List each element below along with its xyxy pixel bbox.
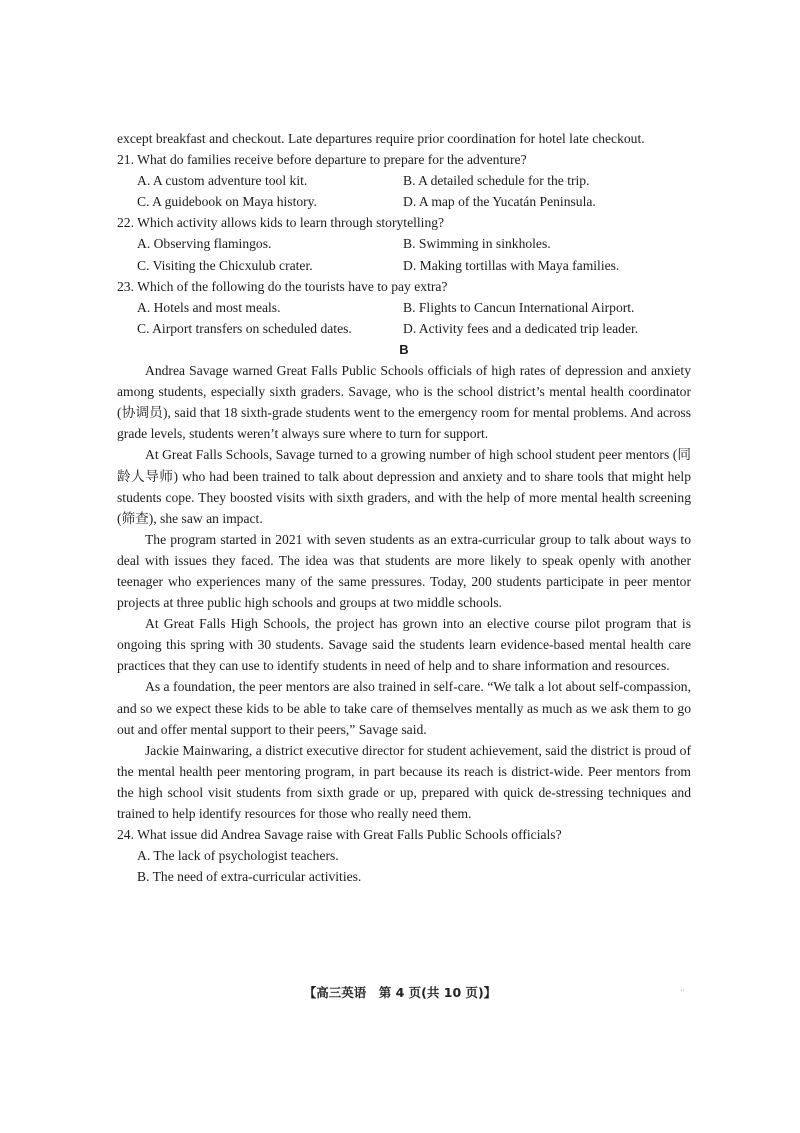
option-d: D. Making tortillas with Maya families. bbox=[403, 257, 620, 273]
question-stem: 22. Which activity allows kids to learn through storytelling? bbox=[117, 215, 445, 231]
passage-paragraph: The program started in 2021 with seven students as an extra-curricular group to talk about ways to deal with issues they faced. The idea was that students are more likely to speak openly with another teenager who experiences many of the same pressures. Today, 200 students participate in peer mentor projects at three public high schools and groups at two middle schools. bbox=[117, 531, 691, 611]
option-d: D. A map of the Yucatán Peninsula. bbox=[403, 194, 596, 210]
passage-paragraph: At Great Falls High Schools, the project has grown into an elective course pilot program that is ongoing this spring with 30 students. Savage said the students learn evidence-based mental health care practices that they can use to identify students in need of help and to share information and resources. bbox=[117, 616, 691, 674]
question-stem: 24. What issue did Andrea Savage raise with Great Falls Public Schools officials? bbox=[117, 827, 562, 843]
option-b: B. The need of extra-curricular activities. bbox=[137, 869, 362, 885]
option-a: A. Hotels and most meals. bbox=[137, 299, 281, 315]
section-b-heading: B bbox=[399, 341, 409, 357]
exam-page bbox=[117, 128, 691, 887]
question-22 bbox=[117, 212, 691, 275]
option-row bbox=[117, 297, 691, 318]
passage-b bbox=[117, 360, 691, 824]
option-a: A. A custom adventure tool kit. bbox=[137, 173, 308, 189]
question-stem: 21. What do families receive before departure to prepare for the adventure? bbox=[117, 152, 527, 168]
question-23 bbox=[117, 276, 691, 339]
option-row bbox=[117, 255, 691, 276]
option-b: B. Swimming in sinkholes. bbox=[403, 236, 551, 252]
question-24 bbox=[117, 824, 691, 887]
page-footer: 【高三英语 第 4 页(共 10 页)】 bbox=[303, 985, 497, 1000]
passage-paragraph: At Great Falls Schools, Savage turned to a growing number of high school student peer mentors (同龄人导师) who had been trained to talk about depression and anxiety and to share tools that might help students cope. They boosted visits with sixth graders, and with the help of more mental health screening (筛查), she saw an impact. bbox=[117, 447, 691, 526]
option-c: C. A guidebook on Maya history. bbox=[137, 194, 317, 210]
intro-line: except breakfast and checkout. Late departures require prior coordination for hotel late checkout. bbox=[117, 131, 645, 146]
passage-paragraph: Jackie Mainwaring, a district executive director for student achievement, said the district is proud of the mental health peer mentoring program, in part because its reach is district-wide. Peer mentors from the high school visit students from sixth grade or up, prepared with quick de-stressing techniques and trained to help identify resources for those who really need them. bbox=[117, 742, 691, 821]
option-a: A. Observing flamingos. bbox=[137, 236, 272, 252]
option-c: C. Visiting the Chicxulub crater. bbox=[137, 257, 313, 273]
option-d: D. Activity fees and a dedicated trip leader. bbox=[403, 320, 639, 336]
option-a: A. The lack of psychologist teachers. bbox=[137, 848, 339, 864]
option-row bbox=[117, 170, 691, 191]
passage-paragraph: Andrea Savage warned Great Falls Public Schools officials of high rates of depression and anxiety among students, especially sixth graders. Savage, who is the school district’s mental health coordinator (协调员), said that 18 sixth-grade students went to the emergency room for mental problems. And across grade levels, students weren’t always sure where to turn for support. bbox=[117, 363, 691, 442]
option-row bbox=[117, 191, 691, 212]
question-stem: 23. Which of the following do the tourists have to pay extra? bbox=[117, 278, 448, 294]
question-21 bbox=[117, 149, 691, 212]
option-row bbox=[117, 318, 691, 339]
option-row bbox=[117, 233, 691, 254]
option-b: B. A detailed schedule for the trip. bbox=[403, 173, 590, 189]
option-b: B. Flights to Cancun International Airport. bbox=[403, 299, 635, 315]
passage-paragraph: As a foundation, the peer mentors are also trained in self-care. “We talk a lot about self-compassion, and so we expect these kids to be able to take care of themselves mentally as much as we ask them to go out and offer mental support to their peers,” Savage said. bbox=[117, 679, 691, 737]
option-c: C. Airport transfers on scheduled dates. bbox=[137, 320, 352, 336]
footer-mark: ·· bbox=[680, 986, 686, 995]
